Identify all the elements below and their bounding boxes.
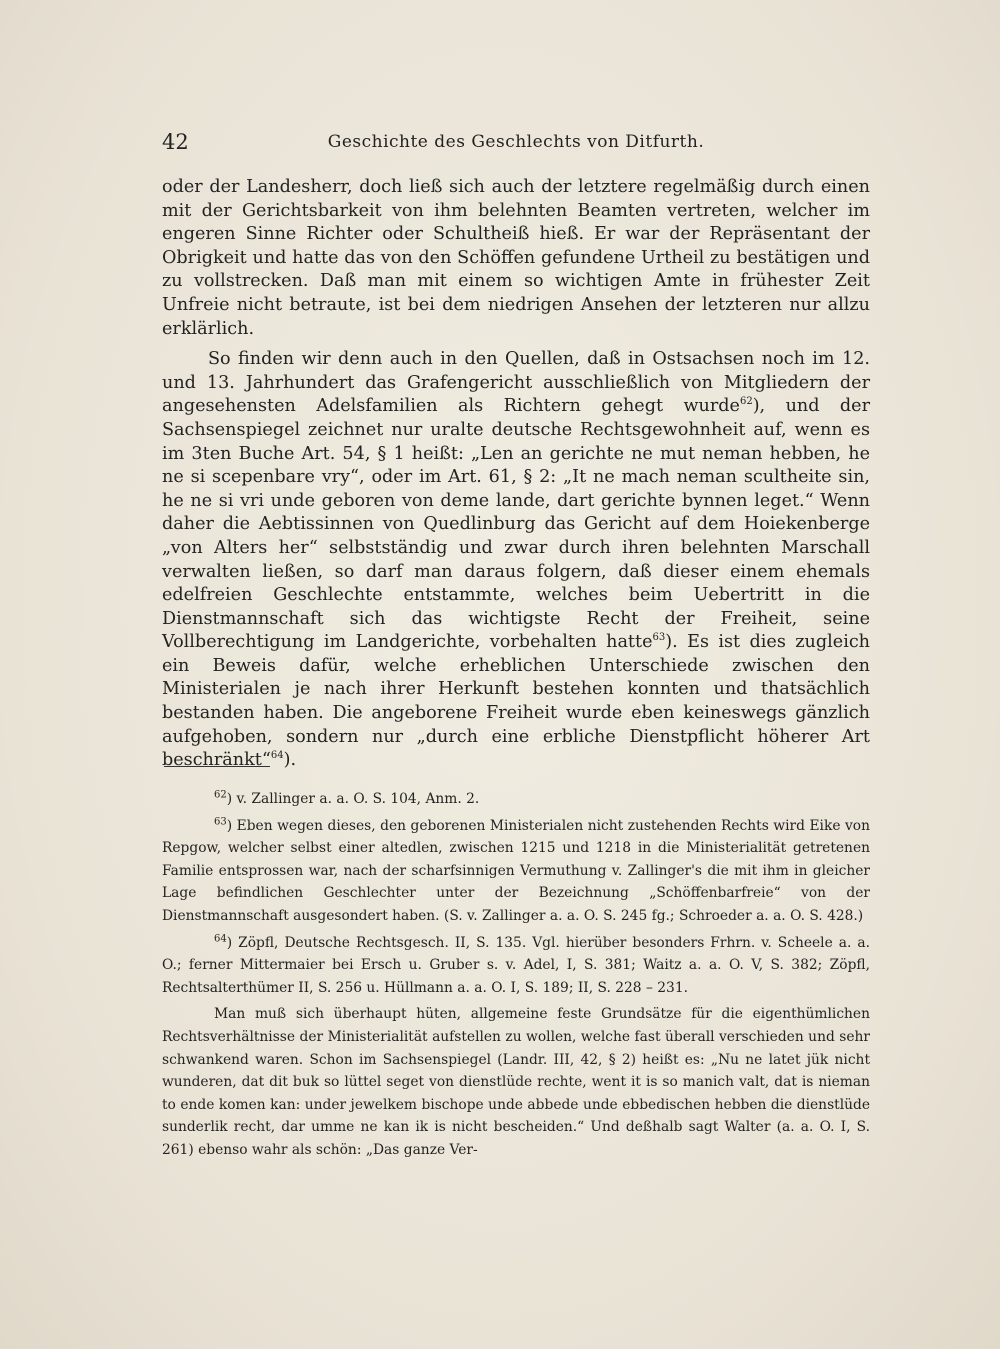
main-text — [162, 176, 870, 773]
paragraph-1: oder der Landesherr, doch ließ sich auch der letztere regelmäßig durch einen mit der Gerichtsbarkeit von ihm belehnten Beamten vertreten, welcher im engeren Sinne Richter oder Schultheiß hieß. Er war der Repräsentant der Obrigkeit und hatte das von den Schöffen gefundene Urtheil zu bestätigen und zu vollstrecken. Daß man mit einem so wichtigen Amte in frühester Zeit Unfreie nicht betraute, ist bei dem niedrigen Ansehen der letzteren nur allzu erklärlich. — [162, 177, 870, 339]
footnote-divider — [164, 766, 270, 767]
footnotes — [162, 788, 870, 1162]
footnote-62-number: 62 — [214, 789, 227, 801]
paragraph-2-part-c: ). Es ist dies zugleich ein Beweis dafür, welche erheblichen Unterschiede zwischen den Ministerialen je nach ihrer Herkunft bestehen konnten und thatsächlich bestanden haben. Die angeborene Freiheit wurde eben keineswegs gänzlich aufgehoben, sondern nur „durch eine erbliche Dienstpflicht höherer Art beschränkt“ — [162, 632, 870, 771]
footnote-63 — [162, 815, 870, 928]
footnote-64-continuation: Man muß sich überhaupt hüten, allgemeine feste Grundsätze für die eigenthümlichen Rechtsverhältnisse der Ministerialität aufstellen zu wollen, welche fast überall verschieden und sehr schwankend waren. Schon im Sachsenspiegel (Landr. III, 42, § 2) heißt es: „Nu ne latet jük nicht wunderen, dat dit buk so lüttel seget von dienstlüde rechte, went it is so manich valt, dat is nieman to ende komen kan: under jewelkem bischope unde abbede unde ebbedischen hebben die dienstlüde sunderlik recht, dar umme ne kan ik is nicht bescheiden.“ Und deßhalb sagt Walter (a. a. O. I, S. 261) ebenso wahr als schön: „Das ganze Ver- — [162, 1006, 870, 1158]
running-title: Geschichte des Geschlechts von Ditfurth. — [327, 132, 705, 152]
footnote-ref-62: 62 — [739, 396, 753, 408]
paragraph-2-part-b: ), und der Sachsenspiegel zeichnet nur uralte deutsche Rechtsgewohnheit auf, wenn es im 3ten Buche Art. 54, § 1 heißt: „Len an gerichte ne mut neman hebben, he ne si scepenbare vry“, oder im Art. 61, § 2: „It ne mach neman scultheite sin, he ne si vri unde geboren von deme lande, dart gerichte bynnen leget.“ Wenn daher die Aebtissinnen von Quedlinburg das Gericht auf dem Hoiekenberge „von Alters her“ selbstständig und zwar durch ihren belehnten Marschall verwalten ließen, so darf man daraus folgern, daß dieser einem ehemals edelfreien Geschlechte entstammte, welches beim Uebertritt in die Dienstmannschaft sich das wichtigste Recht der Freiheit, seine Vollberechtigung im Landgerichte, vorbehalten hatte — [162, 396, 870, 653]
footnote-ref-63: 63 — [652, 632, 666, 644]
paragraph-2-part-d: ). — [283, 750, 297, 771]
footnote-63-text: ) Eben wegen dieses, den geborenen Ministerialen nicht zustehenden Rechts wird Eike von Repgow, welcher selbst einer altedlen, zwischen 1215 und 1218 in die Ministerialität getretenen Familie entsprossen war, nach der scharfsinnigen Vermuthung v. Zallinger's die mit ihm in gleicher Lage befindlichen Geschlechter unter der Bezeichnung „Schöffenbarfreie“ von der Dienstmannschaft ausgesondert haben. (S. v. Zallinger a. a. O. S. 245 fg.; Schroeder a. a. O. S. 428.) — [162, 817, 870, 924]
footnote-62-text: ) v. Zallinger a. a. O. S. 104, Anm. 2. — [226, 791, 480, 807]
paragraph-2 — [162, 348, 870, 773]
page-number: 42 — [162, 130, 189, 154]
page-header — [162, 130, 870, 160]
footnote-63-number: 63 — [214, 816, 227, 827]
paragraph-2-part-a: So finden wir denn auch in den Quellen, daß in Ostsachsen noch im 12. und 13. Jahrhundert das Grafengericht ausschließlich von Mitgliedern der angesehensten Adelsfamilien als Richtern gehegt wurde — [162, 349, 870, 417]
footnote-64-text: ) Zöpfl, Deutsche Rechtsgesch. II, S. 135. Vgl. hierüber besonders Frhrn. v. Scheele a. a. O.; ferner Mittermaier bei Ersch u. Gruber s. v. Adel, I, S. 381; Waitz a. a. O. V, S. 382; Zöpfl, Rechtsalterthümer II, S. 256 u. Hüllmann a. a. O. I, S. 189; II, S. 228 – 231. — [162, 934, 870, 996]
footnote-64 — [162, 932, 870, 1000]
footnote-62 — [162, 788, 870, 811]
footnote-ref-64: 64 — [270, 750, 284, 762]
footnote-64-number: 64 — [214, 932, 227, 944]
